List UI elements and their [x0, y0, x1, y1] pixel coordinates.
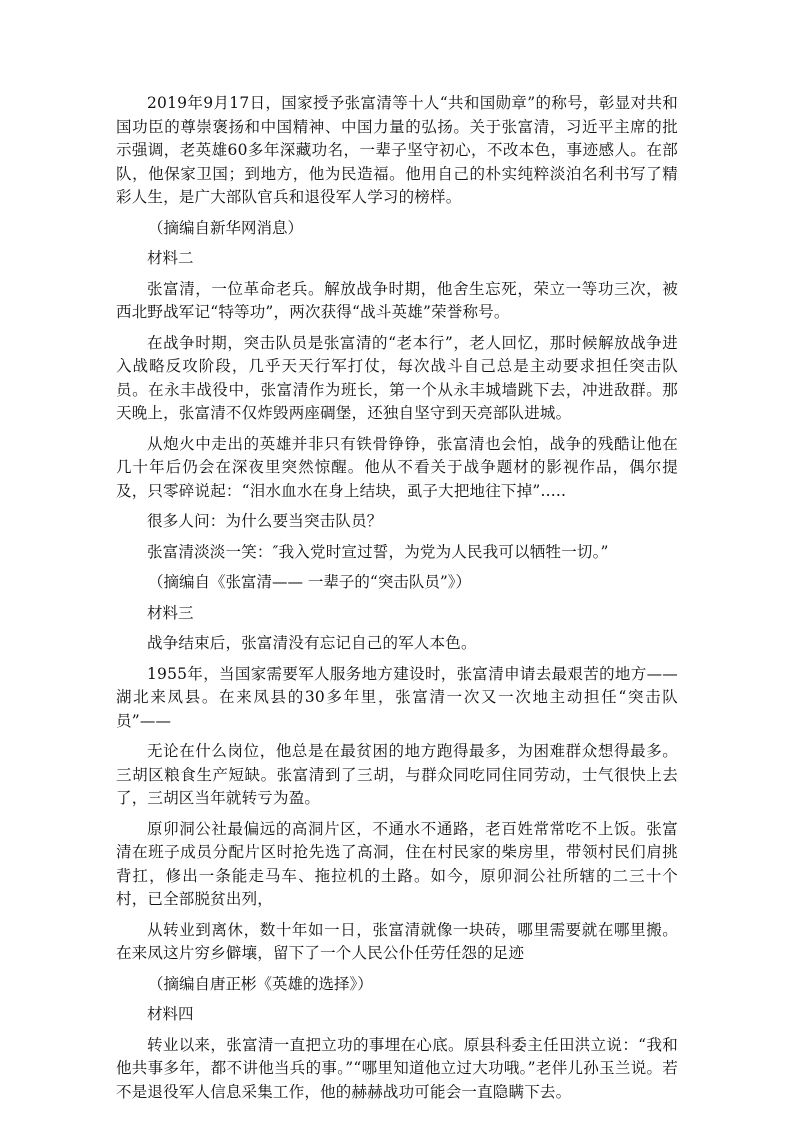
paragraph-m2-1: 张富清，一位革命老兵。解放战争时期，他舍生忘死，荣立一等功三次，被西北野战军记“特等功”，两次获得“战斗英雄”荣誉称号。	[116, 279, 678, 321]
paragraph-m3-5: 从转业到离休，数十年如一日，张富清就像一块砖，哪里需要就在哪里搬。在来凤这片穷乡僻壤，留下了一个人民公仆任劳任怨的足迹	[116, 920, 678, 962]
paragraph-m3-1: 战争结束后，张富清没有忘记自己的军人本色。	[147, 634, 477, 652]
paragraph-intro: 2019年9月17日，国家授予张富清等十人“共和国勋章”的称号，彰显对共和国功臣的尊崇褒扬和中国精神、中国力量的弘扬。关于张富清，习近平主席的批示强调，老英雄60多年深藏功名，一辈子坚守初心，不改本色，事迹感人。在部队，他保家卫国；到地方，他为民造福。他用自己的朴实纯粹淡泊名利书写了精彩人生，是广大部队官兵和退役军人学习的榜样。	[116, 94, 678, 206]
paragraph-m2-5: 张富清淡淡一笑：″我入党时宣过誓，为党为人民我可以牺牲一切。”	[147, 542, 609, 561]
paragraph-m4-1: 转业以来，张富清一直把立功的事埋在心底。原县科委主任田洪立说：“我和他共事多年，都不讲他当兵的事。”“哪里知道他立过大功哦。”老伴儿孙玉兰说。若不是退役军人信息采集工作，他的赫赫战功可能会一直隐瞒下去。	[116, 1035, 678, 1101]
source-note-3: （摘编自唐正彬《英雄的选择》）	[148, 974, 373, 993]
source-note-1: （摘编自新华网消息）	[148, 218, 304, 237]
paragraph-m2-2: 在战争时期，突击队员是张富清的“老本行”，老人回忆，那时候解放战争进入战略反攻阶段，几乎天天行军打仗，每次战斗自己总是主动要求担任突击队员。在永丰战役中，张富清作为班长，第一个从永丰城墙跳下去，冲进敌群。那天晚上，张富清不仅炸毁两座碉堡，还独自坚守到天亮部队进城。	[116, 333, 678, 422]
material-two-heading: 材料二	[147, 249, 194, 267]
paragraph-m3-4: 原卯洞公社最偏远的高洞片区，不通水不通路，老百姓常常吃不上饭。张富清在班子成员分配片区时抢先选了高洞，住在村民家的柴房里，带领村民们肩挑背扛，修出一条能走马车、拖拉机的土路。如今，原卯洞公社所辖的二三十个村，已全部脱贫出列，	[116, 819, 678, 908]
material-four-heading: 材料四	[147, 1005, 194, 1023]
paragraph-m3-2: 1955年，当国家需要军人服务地方建设时，张富清申请去最艰苦的地方——湖北来凤县。在来凤县的30多年里，张富清一次又一次地主动担任“突击队员”——	[116, 664, 678, 730]
paragraph-m2-4: 很多人问：为什么要当突击队员？	[147, 512, 383, 530]
paragraph-m2-3: 从炮火中走出的英雄并非只有铁骨铮铮，张富清也会怕，战争的残酷让他在几十年后仍会在深夜里突然惊醒。他从不看关于战争题材的影视作品，偶尔提及，只零碎说起：“泪水血水在身上结块，虱子大把地往下掉”.....	[116, 434, 678, 500]
document-page	[116, 92, 678, 1111]
material-three-heading: 材料三	[147, 603, 194, 622]
paragraph-m3-3: 无论在什么岗位，他总是在最贫困的地方跑得最多，为困难群众想得最多。三胡区粮食生产短缺。张富清到了三胡，与群众同吃同住同劳动，士气很快上去了，三胡区当年就转亏为盈。	[116, 742, 678, 807]
source-note-2: （摘编自《张富清—— 一辈子的“突击队员”》）	[148, 573, 472, 591]
